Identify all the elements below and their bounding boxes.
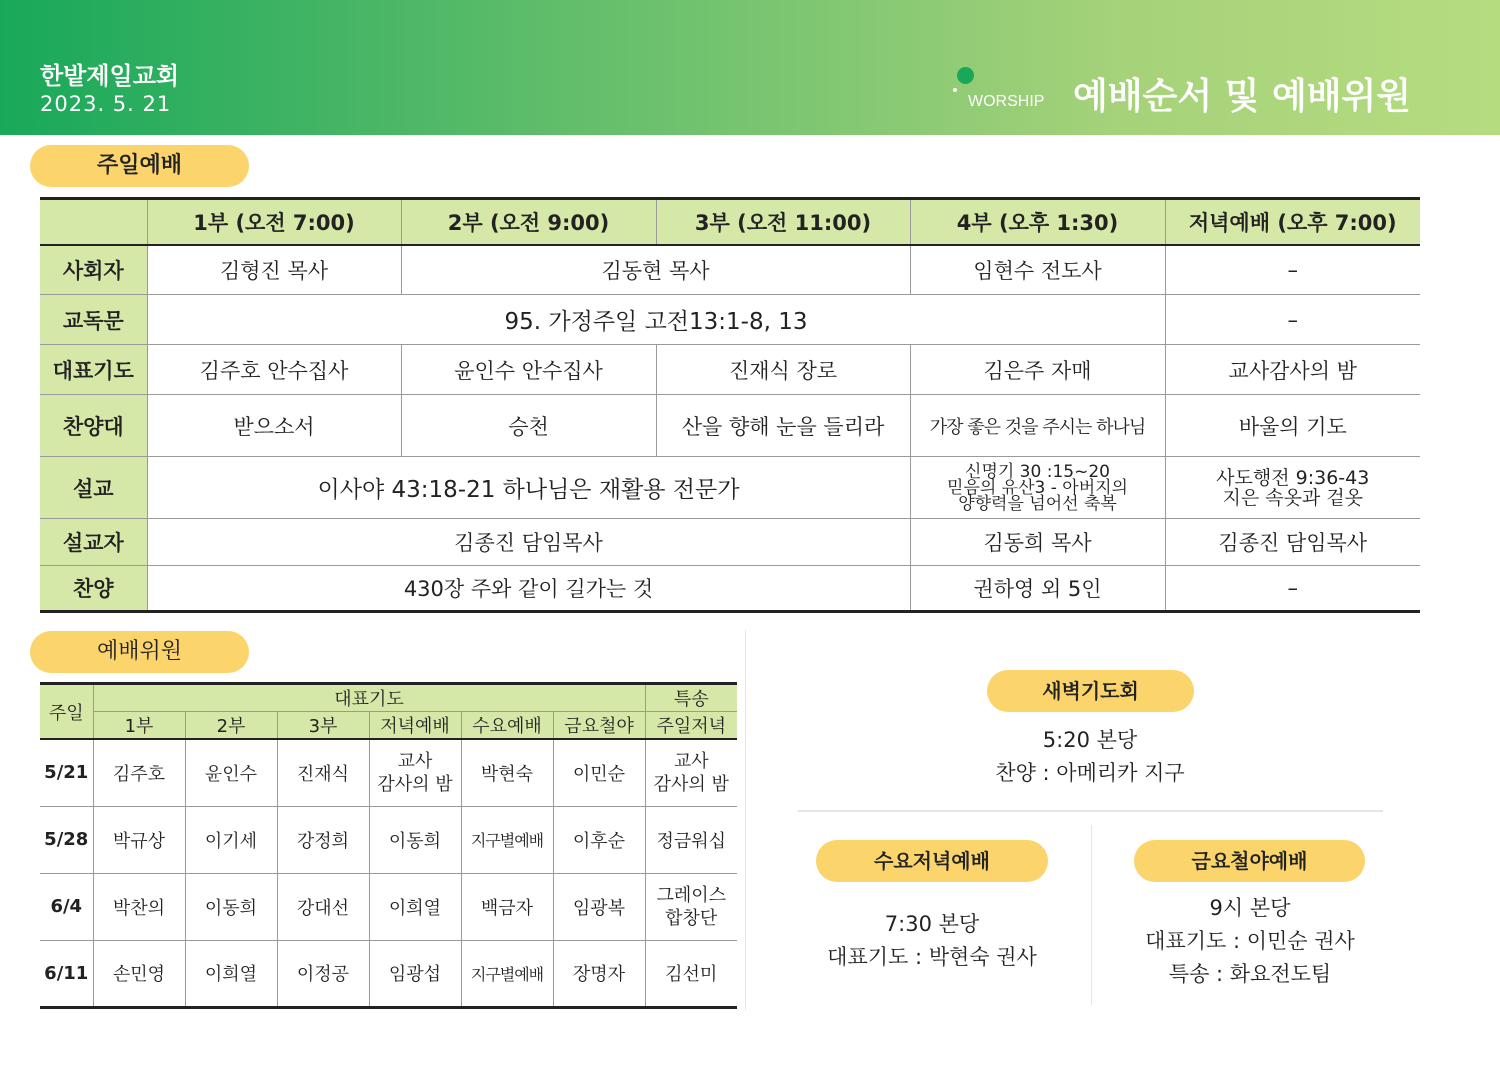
table-cell [910,457,1165,519]
table-cell: – [1165,245,1420,295]
table-cell [369,739,461,806]
table-row [40,245,1420,295]
table-cell: 손민영 [93,940,185,1007]
column-header: 저녁예배 [369,712,461,740]
table-cell: 강대선 [277,873,369,940]
table-cell: 산을 향해 눈을 들리라 [656,395,910,457]
table-cell: 가장 좋은 것을 주시는 하나님 [910,395,1165,457]
table-cell: 이동희 [185,873,277,940]
table-cell: 김형진 목사 [147,245,401,295]
table-cell: 이사야 43:18-21 하나님은 재활용 전문가 [147,457,910,519]
table-cell: 받으소서 [147,395,401,457]
dawn-line: 찬양 : 아메리카 지구 [995,761,1185,785]
row-date: 6/4 [40,873,93,940]
sermon-line: 신명기 30 :15~20 [965,461,1110,482]
table-row [40,873,737,940]
wednesday-service-pill: 수요저녁예배 [816,840,1048,882]
dawn-prayer-info [940,724,1240,790]
sermon-line: 믿음의 유산3 - 아버지의 [947,477,1128,498]
sermon-line: 양향력을 넘어선 축복 [958,493,1117,514]
table-cell [645,873,737,940]
worship-members-table [40,682,737,1009]
table-cell: 430장 주와 같이 길가는 것 [147,566,910,612]
table-cell: 김종진 담임목사 [1165,519,1420,566]
table-cell: 김동현 목사 [401,245,910,295]
table-cell: 백금자 [461,873,553,940]
table-cell: 김은주 자매 [910,345,1165,395]
friday-line: 대표기도 : 이민순 권사 [1145,929,1355,953]
column-header: 2부 [185,712,277,740]
cell-line: 교사 [673,750,709,772]
column-header: 4부 (오후 1:30) [910,199,1165,245]
row-label: 찬양 [40,566,147,612]
table-cell: 승천 [401,395,656,457]
bulletin-date: 2023. 5. 21 [40,92,172,116]
sunday-worship-pill: 주일예배 [30,145,249,187]
cell-line: 감사의 밤 [377,773,453,795]
cell-line: 합창단 [665,907,718,929]
column-header: 3부 (오전 11:00) [656,199,910,245]
worship-label: WORSHIP [968,93,1045,110]
row-label: 대표기도 [40,345,147,395]
table-cell: 이정공 [277,940,369,1007]
table-cell: 지구별예배 [461,940,553,1007]
table-cell: 진재식 [277,739,369,806]
table-cell: 지구별예배 [461,806,553,873]
corner-cell [40,199,147,245]
table-cell: 정금워십 [645,806,737,873]
table-cell [1165,457,1420,519]
table-header-row [40,712,737,740]
column-header: 3부 [277,712,369,740]
horizontal-divider [798,810,1383,812]
column-header: 저녁예배 (오후 7:00) [1165,199,1420,245]
members-pill: 예배위원 [30,631,249,673]
column-header: 특송 [645,684,737,712]
worship-order-table [40,197,1420,613]
table-cell: 박규상 [93,806,185,873]
table-cell: 윤인수 안수집사 [401,345,656,395]
column-header: 금요철야 [553,712,645,740]
column-header: 수요예배 [461,712,553,740]
table-cell: 권하영 외 5인 [910,566,1165,612]
table-cell [645,739,737,806]
small-dot-icon [953,88,957,92]
table-row [40,806,737,873]
wednesday-service-info [782,908,1082,974]
row-label: 교독문 [40,295,147,345]
column-header: 대표기도 [93,684,645,712]
cell-line: 감사의 밤 [653,773,729,795]
vertical-divider [1091,825,1092,1005]
dot-icon [957,67,974,84]
wednesday-line: 7:30 본당 [884,912,980,936]
table-cell: 진재식 장로 [656,345,910,395]
sermon-line: 지은 속옷과 겉옷 [1222,486,1364,509]
table-cell: 박현숙 [461,739,553,806]
friday-line: 특송 : 화요전도팀 [1168,962,1332,986]
column-header: 1부 (오전 7:00) [147,199,401,245]
table-cell: 김동희 목사 [910,519,1165,566]
header-banner [0,0,1500,135]
cell-line: 교사 [397,750,433,772]
table-cell: 김선미 [645,940,737,1007]
table-cell: 이기세 [185,806,277,873]
friday-service-pill: 금요철야예배 [1134,840,1365,882]
sermon-line: 사도행전 9:36-43 [1216,466,1370,489]
table-row [40,519,1420,566]
table-cell: 임광섭 [369,940,461,1007]
table-cell: 임현수 전도사 [910,245,1165,295]
row-label: 사회자 [40,245,147,295]
table-row [40,940,737,1007]
cell-line: 그레이스 [656,884,727,906]
column-header: 주일저녁 [645,712,737,740]
table-cell: 95. 가정주일 고전13:1-8, 13 [147,295,1165,345]
table-cell: 이민순 [553,739,645,806]
table-cell: 박찬의 [93,873,185,940]
table-row [40,457,1420,519]
wednesday-line: 대표기도 : 박현숙 권사 [827,945,1037,969]
table-header-row [40,199,1420,245]
table-cell: 이희열 [185,940,277,1007]
table-cell: 이후순 [553,806,645,873]
row-label: 찬양대 [40,395,147,457]
page-title: 예배순서 및 예배위원 [1073,76,1412,117]
row-date: 5/28 [40,806,93,873]
table-row [40,395,1420,457]
table-cell: 교사감사의 밤 [1165,345,1420,395]
table-cell: 강정희 [277,806,369,873]
dawn-prayer-pill: 새벽기도회 [987,670,1194,712]
column-header: 1부 [93,712,185,740]
table-row [40,566,1420,612]
table-cell: 김주호 안수집사 [147,345,401,395]
table-row [40,739,737,806]
table-row [40,295,1420,345]
table-row [40,345,1420,395]
table-cell: 바울의 기도 [1165,395,1420,457]
church-name: 한밭제일교회 [40,62,180,90]
table-cell: 임광복 [553,873,645,940]
table-cell: – [1165,566,1420,612]
column-header: 2부 (오전 9:00) [401,199,656,245]
row-label: 설교자 [40,519,147,566]
table-cell: – [1165,295,1420,345]
table-cell: 장명자 [553,940,645,1007]
table-cell: 윤인수 [185,739,277,806]
dawn-line: 5:20 본당 [1042,728,1138,752]
row-date: 6/11 [40,940,93,1007]
table-cell: 김종진 담임목사 [147,519,910,566]
vertical-divider [745,630,746,1010]
table-header-row [40,684,737,712]
friday-line: 9시 본당 [1209,896,1291,920]
table-cell: 이동희 [369,806,461,873]
row-date: 5/21 [40,739,93,806]
row-label: 설교 [40,457,147,519]
table-cell: 김주호 [93,739,185,806]
column-header: 주일 [40,684,93,740]
friday-service-info [1100,892,1400,991]
table-cell: 이희열 [369,873,461,940]
